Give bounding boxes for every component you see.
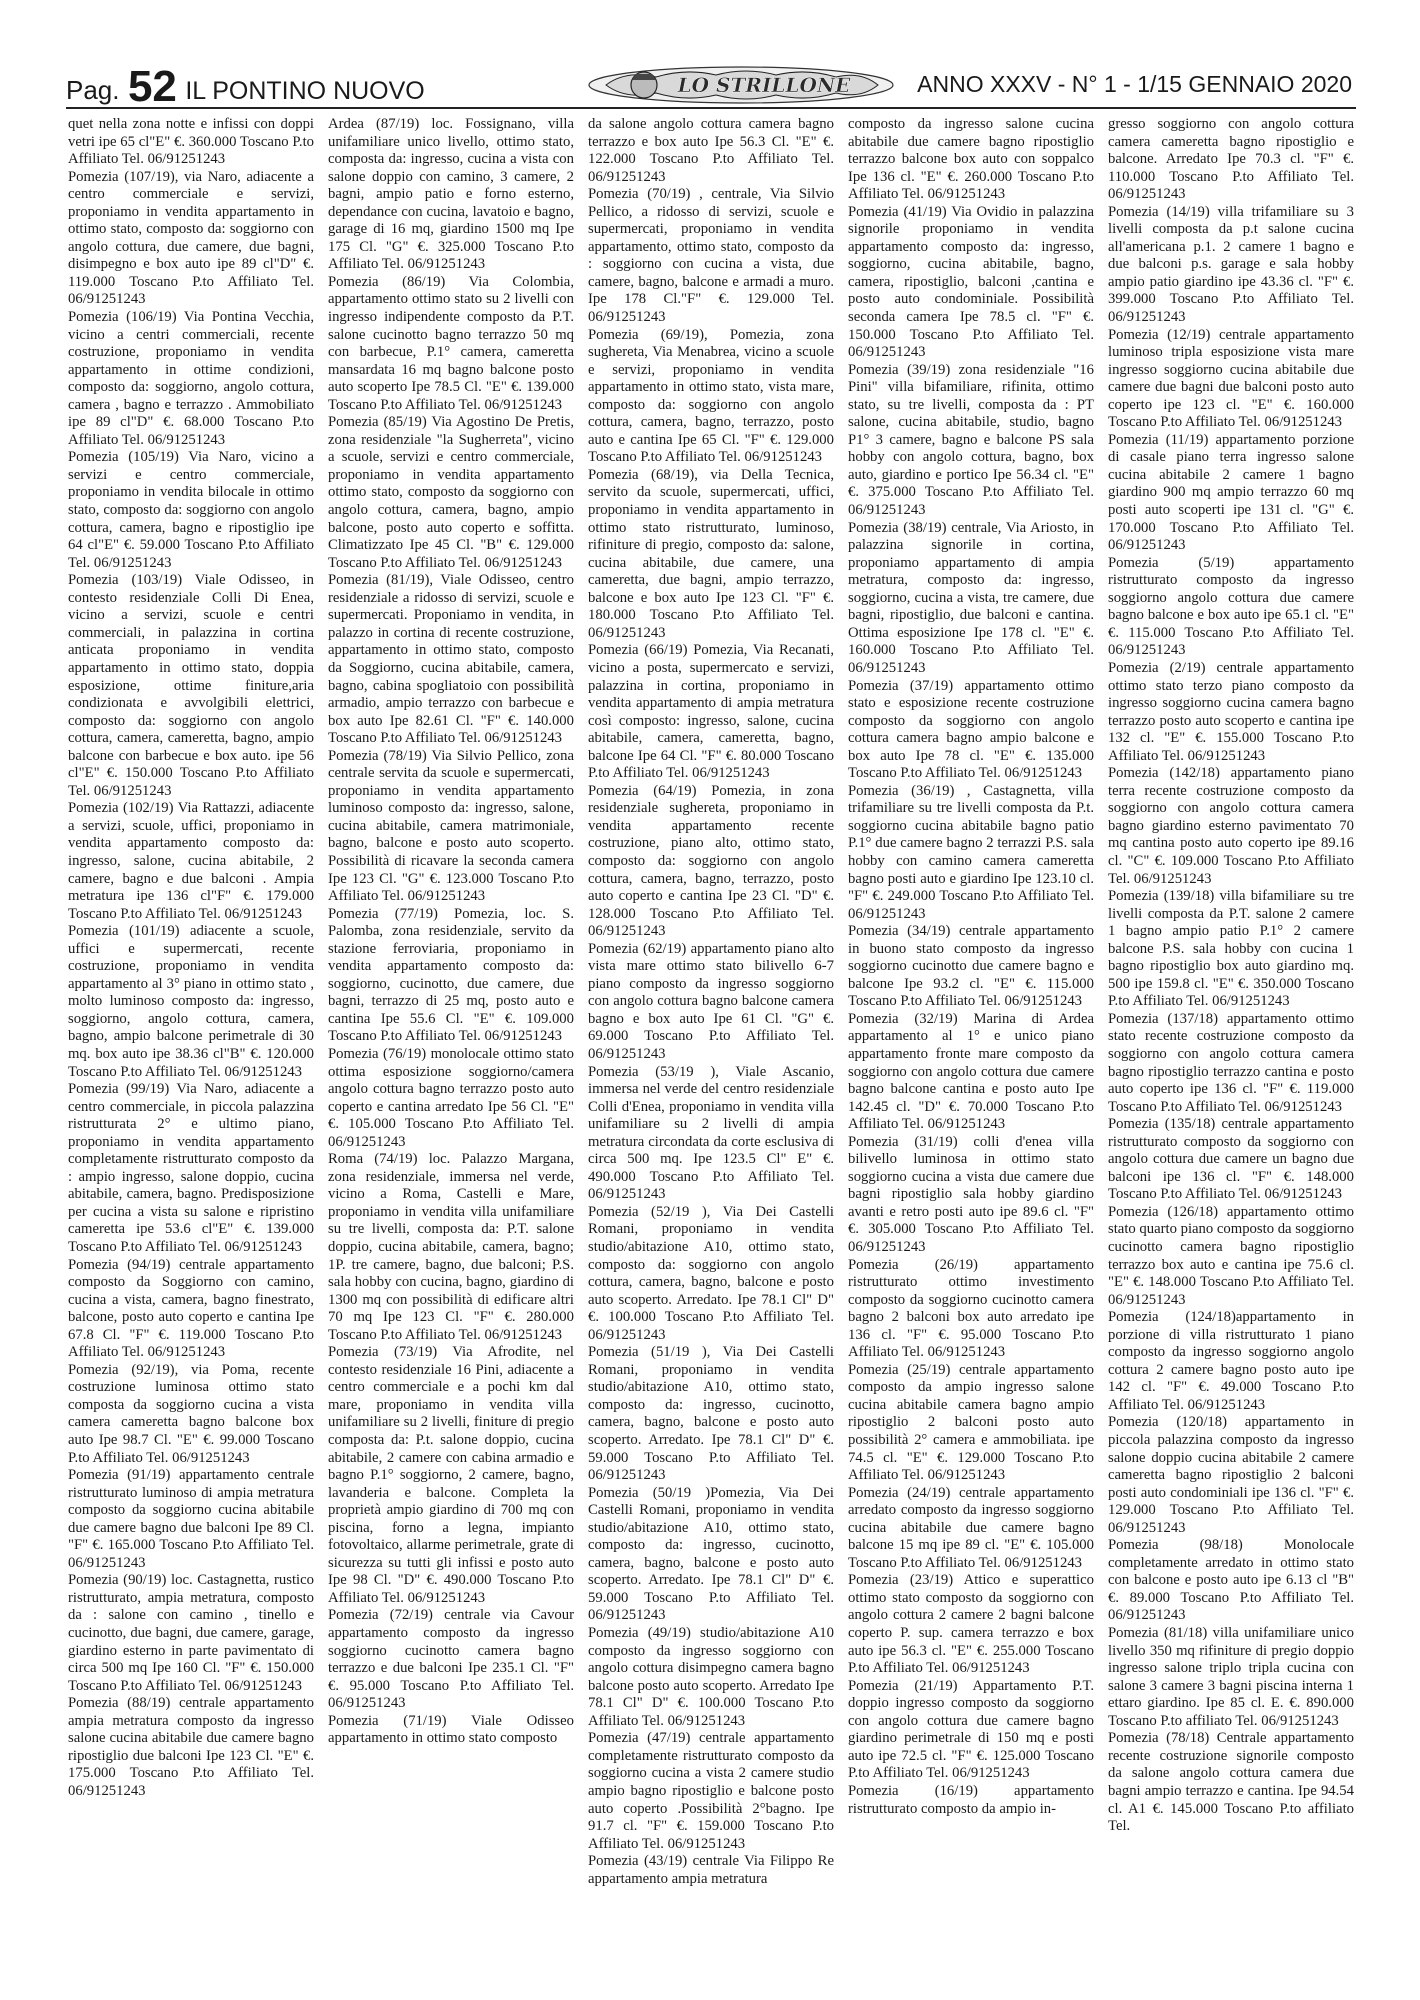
listing-entry: Pomezia (34/19) centrale appartamento in buono stato composto da ingresso soggiorno cucinotto due camere bagno e balcone Ipe 93.2 cl. "E" €. 115.000 Toscano P.to Affiliato Tel. 06/91251243 [848, 923, 1094, 1010]
page-header [66, 62, 1356, 111]
listing-entry: Pomezia (31/19) colli d'enea villa bilivello luminosa in ottimo stato soggiorno cucina a vista due camere due bagni ripostiglio sala hobby giardino avanti e retro posti auto ipe 89.6 cl. "F" €. 305.000 Toscano P.to Affiliato Tel. 06/91251243 [848, 1133, 1094, 1255]
listing-entry: Pomezia (68/19), via Della Tecnica, servito da scuole, supermercati, uffici, proponiamo in vendita appartamento in ottimo stato ristrutturato, luminoso, rifiniture di pregio, composto da: salone, cucina abitabile, due camere, una cameretta, due bagni, ampio terrazzo, balcone e box auto Ipe 123 Cl. "F" €. 180.000 Toscano P.to Affiliato Tel. 06/91251243 [588, 466, 834, 641]
listing-entry: Pomezia (103/19) Viale Odisseo, in contesto residenziale Colli Di Enea, vicino a servizi, scuole e centri commerciali, in palazzina in cortina anticata proponiamo in vendita appartamento in ottimo stato, doppia esposizione, ottime finiture,aria condizionata e avvolgibili elettrici, composto da: soggiorno con angolo cottura, camera, cameretta, bagno, ampio balcone con barbecue e box auto. ipe 56 cl"E" €. 150.000 Toscano P.to Affiliato Tel. 06/91251243 [68, 572, 314, 799]
listing-entry: Pomezia (107/19), via Naro, adiacente a centro commerciale e servizi, proponiamo in vendita appartamento in ottimo stato, composto da: soggiorno con angolo cottura, due camere, due bagni, disimpegno e box auto ipe 89 cl"D" €. 119.000 Toscano P.to Affiliato Tel. 06/91251243 [68, 168, 314, 308]
listing-entry: Pomezia (5/19) appartamento ristrutturato composto da ingresso soggiorno angolo cottura due camere bagno balcone e box auto ipe 65.1 cl. "E" €. 115.000 Toscano P.to Affiliato Tel. 06/91251243 [1108, 554, 1354, 659]
listing-entry: gresso soggiorno con angolo cottura camera cameretta bagno ripostiglio e balcone. Arredato Ipe 70.3 cl. "F" €. 110.000 Toscano P.to Affiliato Tel. 06/91251243 [1108, 116, 1354, 203]
masthead [66, 62, 425, 112]
listing-entry: Pomezia (78/18) Centrale appartamento recente costruzione signorile composto da salone angolo cottura camera due bagni ampio terrazzo e cantina. Ipe 94.54 cl. A1 €. 145.000 Toscano P.to affiliato Tel. [1108, 1730, 1354, 1835]
listing-entry: Pomezia (105/19) Via Naro, vicino a servizi e centro commerciale, proponiamo in vendita bilocale in ottimo stato, composto da: soggiorno con angolo cottura, camera, bagno e ripostiglio ipe 64 cl"E" €. 59.000 Toscano P.to Affiliato Tel. 06/91251243 [68, 449, 314, 571]
lo-strillone-logo [586, 64, 896, 106]
listing-entry: Pomezia (88/19) centrale appartamento ampia metratura composto da ingresso salone cucina abitabile due camere bagno ripostiglio due balconi Ipe 123 Cl. "E" €. 175.000 Toscano P.to Affiliato Tel. 06/91251243 [68, 1695, 314, 1799]
listing-entry: Pomezia (51/19 ), Via Dei Castelli Romani, proponiamo in vendita studio/abitazione A10, ottimo stato, composto da: ingresso, cucinotto, camera, bagno, balcone e posto auto scoperto. Arredato. Ipe 78.1 Cl" D" €. 59.000 Toscano P.to Affiliato Tel. 06/91251243 [588, 1344, 834, 1484]
listing-entry: Pomezia (24/19) centrale appartamento arredato composto da ingresso soggiorno cucina abitabile due camere bagno balcone 15 mq ipe 89 cl. "E" €. 105.000 Toscano P.to Affiliato Tel. 06/91251243 [848, 1484, 1094, 1571]
issue-info: ANNO XXXV - N° 1 - 1/15 GENNAIO 2020 [917, 71, 1352, 97]
listing-entry: Pomezia (91/19) appartamento centrale ristrutturato luminoso di ampia metratura composto da soggiorno cucina abitabile due camere bagno due balconi Ipe 89 Cl. "F" €. 165.000 Toscano P.to Affiliato Tel. 06/91251243 [68, 1467, 314, 1571]
listing-entry: quet nella zona notte e infissi con doppi vetri ipe 65 cl"E" €. 360.000 Toscano P.to Affiliato Tel. 06/91251243 [68, 116, 314, 168]
listing-entry: Pomezia (2/19) centrale appartamento ottimo stato terzo piano composto da ingresso soggiorno cucina camera bagno terrazzo posto auto scoperto e cantina ipe 132 cl. "E" €. 155.000 Toscano P.to Affiliato Tel. 06/91251243 [1108, 659, 1354, 764]
listing-entry: Pomezia (86/19) Via Colombia, appartamento ottimo stato su 2 livelli con ingresso indipendente composto da P.T. salone cucinotto bagno terrazzo 50 mq con barbecue, P.1° camera, cameretta mansardata 16 mq bagno balcone posto auto scoperto Ipe 78.5 Cl. "E" €. 139.000 Toscano P.to Affiliato Tel. 06/91251243 [328, 273, 574, 413]
paper-title: IL PONTINO NUOVO [185, 77, 425, 105]
listing-entry: Pomezia (81/18) villa unifamiliare unico livello 350 mq rifiniture di pregio doppio ingresso salone triplo tripla cucina con salone 3 camere 3 bagni piscina interna 1 ettaro giardino. Ipe 85 cl. E. €. 890.000 Toscano P.to affiliato Tel. 06/91251243 [1108, 1625, 1354, 1729]
listing-entry: Pomezia (90/19) loc. Castagnetta, rustico ristrutturato, ampia metratura, composto da : salone con camino , tinello e cucinotto, due bagni, due camere, garage, giardino esterno in parte pavimentato di circa 500 mq Ipe 160 Cl. "F" €. 150.000 Toscano P.to Affiliato Tel. 06/91251243 [68, 1572, 314, 1694]
listing-entry: Pomezia (106/19) Via Pontina Vecchia, vicino a centri commerciali, recente costruzione, proponiamo in vendita appartamento in ottime condizioni, composto da: soggiorno, angolo cottura, camera , bagno e terrazzo . Ammobiliato ipe 89 cl"D" €. 68.000 Toscano P.to Affiliato Tel. 06/91251243 [68, 309, 314, 448]
listing-entry: Pomezia (64/19) Pomezia, in zona residenziale sughereta, proponiamo in vendita appartamento recente costruzione, piano alto, ottimo stato, composto da: soggiorno con angolo cottura, camera, bagno, terrazzo, posto auto coperto e cantina Ipe 23 Cl. "D" €. 128.000 Toscano P.to Affiliato Tel. 06/91251243 [588, 782, 834, 940]
listing-entry: Ardea (87/19) loc. Fossignano, villa unifamiliare unico livello, ottimo stato, composta da: ingresso, cucina a vista con salone doppio con camino, 3 camere, 2 bagni, ampio patio e forno esterno, dependance con cucina, lavatoio e bagno, garage di 16 mq, giardino 1500 mq Ipe 175 Cl. "G" €. 325.000 Toscano P.to Affiliato Tel. 06/91251243 [328, 116, 574, 273]
listing-entry: Pomezia (139/18) villa bifamiliare su tre livelli composta da P.T. salone 2 camere 1 bagno ampio patio P.1° 2 camere balcone P.S. sala hobby con cucina 1 bagno ripostiglio box auto giardino mq. 500 ipe 159.8 cl. "E" €. 350.000 Toscano P.to Affiliato Tel. 06/91251243 [1108, 888, 1354, 1010]
listing-entry: Pomezia (92/19), via Poma, recente costruzione luminosa ottimo stato composta da soggiorno cucina a vista camera cameretta bagno balcone box auto Ipe 98.7 Cl. "E" €. 99.000 Toscano P.to Affiliato Tel. 06/91251243 [68, 1361, 314, 1466]
listing-entry: Pomezia (135/18) centrale appartamento ristrutturato composto da soggiorno con angolo cottura due camere un bagno due balconi ipe 136 cl. "F" €. 148.000 Toscano P.to Affiliato Tel. 06/91251243 [1108, 1116, 1354, 1203]
column-2 [328, 116, 574, 1976]
classifieds-columns [68, 116, 1358, 1976]
listing-entry: Pomezia (69/19), Pomezia, zona sughereta, Via Menabrea, vicino a scuole e servizi, proponiamo in vendita appartamento in ottimo stato, vista mare, composto da: soggiorno con angolo cottura, camera, bagno, terrazzo, posto auto e cantina Ipe 65 Cl. "F" €. 129.000 Toscano P.to Affiliato Tel. 06/91251243 [588, 326, 834, 466]
listing-entry: Pomezia (70/19) , centrale, Via Silvio Pellico, a ridosso di servizi, scuole e supermercati, proponiamo in vendita appartamento, ottimo stato, composto da : soggiorno con cucina a vista, due camere, bagno, balcone e armadi a muro. Ipe 178 Cl."F" €. 129.000 Tel. 06/91251243 [588, 186, 834, 326]
listing-entry: Pomezia (76/19) monolocale ottimo stato ottima esposizione soggiorno/camera angolo cottura bagno terrazzo posto auto coperto e cantina arredato Ipe 56 Cl. "E" €. 105.000 Toscano P.to Affiliato Tel. 06/91251243 [328, 1045, 574, 1150]
page-label: Pag. [66, 75, 120, 105]
listing-entry: Roma (74/19) loc. Palazzo Margana, zona residenziale, immersa nel verde, vicino a Roma, Castelli e Mare, proponiamo in vendita villa unifamiliare su tre livelli, composta da: P.T. salone doppio, cucina abitabile, camera, bagno; 1P. tre camere, bagno, due balconi; P.S. sala hobby con cucina, bagno, giardino di 1300 mq con possibilità di edificare altri 70 mq Ipe 123 Cl. "F" €. 280.000 Toscano P.to Affiliato Tel. 06/91251243 [328, 1151, 574, 1343]
header-divider [66, 107, 1356, 109]
listing-entry: da salone angolo cottura camera bagno terrazzo e box auto Ipe 56.3 Cl. "E" €. 122.000 Toscano P.to Affiliato Tel. 06/91251243 [588, 116, 834, 185]
svg-text:LO STRILLONE: LO STRILLONE [677, 73, 851, 97]
listing-entry: Pomezia (85/19) Via Agostino De Pretis, zona residenziale "la Sugherreta", vicino a scuole, servizi e centro commerciale, proponiamo in vendita appartamento ottimo stato, composto da soggiorno con angolo cottura, camera, bagno, ampio balcone, posto auto coperto e soffitta. Climatizzato Ipe 45 Cl. "B" €. 129.000 Toscano P.to Affiliato Tel. 06/91251243 [328, 414, 574, 571]
listing-entry: Pomezia (72/19) centrale via Cavour appartamento composto da ingresso soggiorno cucinotto camera bagno terrazzo e due balconi Ipe 235.1 Cl. "F" €. 95.000 Toscano P.to Affiliato Tel. 06/91251243 [328, 1607, 574, 1712]
listing-entry: Pomezia (52/19 ), Via Dei Castelli Romani, proponiamo in vendita studio/abitazione A10, ottimo stato, composto da: soggiorno con angolo cottura, camera, bagno, balcone e posto auto scoperto. Arredato. Ipe 78.1 Cl" D" €. 100.000 Toscano P.to Affiliato Tel. 06/91251243 [588, 1203, 834, 1343]
listing-entry: Pomezia (32/19) Marina di Ardea appartamento al 1° e unico piano appartamento fronte mare composto da soggiorno con angolo cottura due camere bagno balcone cantina e posto auto Ipe 142.45 cl. "D" €. 70.000 Toscano P.to Affiliato Tel. 06/91251243 [848, 1010, 1094, 1133]
listing-entry: Pomezia (81/19), Viale Odisseo, centro residenziale a ridosso di servizi, scuole e supermercati. Proponiamo in vendita, in palazzo in cortina di recente costruzione, appartamento in ottimo stato, composto da Soggiorno, cucina abitabile, camera, bagno, cabina spogliatoio con possibilità armadio, ampio terrazzo con barbecue e box auto Ipe 82.61 Cl. "F" €. 140.000 Toscano P.to Affiliato Tel. 06/91251243 [328, 572, 574, 747]
column-4 [848, 116, 1094, 1976]
listing-entry: Pomezia (77/19) Pomezia, loc. S. Palomba, zona residenziale, servito da stazione ferroviaria, proponiamo in vendita appartamento composto da: soggiorno, cucinotto, due camere, due bagni, terrazzo di 25 mq, posto auto e cantina Ipe 55.6 Cl. "E" €. 109.000 Toscano P.to Affiliato Tel. 06/91251243 [328, 905, 574, 1045]
listing-entry: Pomezia (120/18) appartamento in piccola palazzina composto da ingresso salone doppio cucina abitabile 2 camere cameretta bagno ripostiglio 2 balconi posti auto condominiali ipe 136 cl. "F" €. 129.000 Toscano P.to Affiliato Tel. 06/91251243 [1108, 1414, 1354, 1536]
listing-entry: Pomezia (11/19) appartamento porzione di casale piano terra ingresso salone cucina abitabile 2 camere 1 bagno giardino 900 mq ampio terrazzo 60 mq posti auto scoperti ipe 131 cl. "G" €. 170.000 Toscano P.to Affiliato Tel. 06/91251243 [1108, 431, 1354, 554]
listing-entry: Pomezia (16/19) appartamento ristrutturato composto da ampio in- [848, 1782, 1094, 1817]
listing-entry: Pomezia (124/18)appartamento in porzione di villa ristrutturato 1 piano composto da ingresso soggiorno angolo cottura 2 camere bagno posto auto ipe 142 cl. "F" €. 49.000 Toscano P.to Affiliato Tel. 06/91251243 [1108, 1309, 1354, 1413]
listing-entry: Pomezia (38/19) centrale, Via Ariosto, in palazzina signorile in cortina, proponiamo appartamento di ampia metratura, composto da: ingresso, soggiorno, cucina a vista, tre camere, due bagni, ripostiglio, due balconi e cantina. Ottima esposizione Ipe 178 cl. "E" €. 160.000 Toscano P.to Affiliato Tel. 06/91251243 [848, 519, 1094, 676]
listing-entry: Pomezia (12/19) centrale appartamento luminoso tripla esposizione vista mare ingresso soggiorno cucina abitabile due camere due bagni due balconi posto auto coperto ipe 123 cl. "E" €. 160.000 Toscano P.to Affiliato Tel. 06/91251243 [1108, 326, 1354, 431]
listing-entry: Pomezia (102/19) Via Rattazzi, adiacente a servizi, scuole, uffici, proponiamo in vendita appartamento composto da: ingresso, salone, cucina abitabile, 2 camere, bagno e due balconi . Ampia metratura ipe 136 cl"F" €. 179.000 Toscano P.to Affiliato Tel. 06/91251243 [68, 800, 314, 922]
listing-entry: Pomezia (41/19) Via Ovidio in palazzina signorile proponiamo in vendita appartamento composto da: ingresso, soggiorno, cucina abitabile, bagno, camera, ripostiglio, balconi ,cantina e posto auto condominiale. Possibilità seconda camera Ipe 78.5 cl. "F" €. 150.000 Toscano P.to Affiliato Tel. 06/91251243 [848, 203, 1094, 361]
listing-entry: Pomezia (142/18) appartamento piano terra recente costruzione composto da soggiorno con angolo cottura camera bagno giardino esterno pavimentato 70 mq cantina posto auto coperto ipe 89.16 cl. "C" €. 109.000 Toscano P.to Affiliato Tel. 06/91251243 [1108, 765, 1354, 887]
listing-entry: Pomezia (98/18) Monolocale completamente arredato in ottimo stato con balcone e posto auto ipe 6.13 cl "B" €. 89.000 Toscano P.to Affiliato Tel. 06/91251243 [1108, 1537, 1354, 1624]
listing-entry: Pomezia (94/19) centrale appartamento composto da Soggiorno con camino, cucina a vista, camera, bagno finestrato, balcone, posto auto coperto e cantina Ipe 67.8 Cl. "F" €. 119.000 Toscano P.to Affiliato Tel. 06/91251243 [68, 1256, 314, 1361]
listing-entry: Pomezia (23/19) Attico e superattico ottimo stato composto da soggiorno con angolo cottura 2 camere 2 bagni balcone coperto P. sup. camera terrazzo e box auto ipe 56.3 cl. "E" €. 255.000 Toscano P.to Affiliato Tel. 06/91251243 [848, 1572, 1094, 1677]
listing-entry: Pomezia (43/19) centrale Via Filippo Re appartamento ampia metratura [588, 1853, 834, 1887]
listing-entry: Pomezia (14/19) villa trifamiliare su 3 livelli composta da p.t salone cucina all'americana p.1. 2 camere 1 bagno e due balconi p.s. garage e sala hobby ampio patio giardino ipe 43.36 cl. "F" €. 399.000 Toscano P.to Affiliato Tel. 06/91251243 [1108, 203, 1354, 326]
listing-entry: Pomezia (62/19) appartamento piano alto vista mare ottimo stato bilivello 6-7 piano composto da ingresso soggiorno con angolo cottura bagno balcone camera bagno e box auto Ipe 61 Cl. "G" €. 69.000 Toscano P.to Affiliato Tel. 06/91251243 [588, 940, 834, 1062]
listing-entry: Pomezia (37/19) appartamento ottimo stato e esposizione recente costruzione composto da soggiorno con angolo cottura camera bagno ampio balcone e box auto Ipe 78 cl. "E" €. 135.000 Toscano P.to Affiliato Tel. 06/91251243 [848, 677, 1094, 782]
listing-entry: Pomezia (26/19) appartamento ristrutturato ottimo investimento composto da soggiorno cucinotto camera bagno 2 balconi box auto arredato ipe 136 cl. "F" €. 95.000 Toscano P.to Affiliato Tel. 06/91251243 [848, 1256, 1094, 1361]
column-5 [1108, 116, 1354, 1976]
listing-entry: Pomezia (47/19) centrale appartamento completamente ristrutturato composto da soggiorno cucina a vista 2 camere studio ampio bagno ripostiglio e balcone posto auto coperto .Possibilità 2°bagno. Ipe 91.7 cl. "F" €. 159.000 Toscano P.to Affiliato Tel. 06/91251243 [588, 1730, 834, 1852]
listing-entry: Pomezia (78/19) Via Silvio Pellico, zona centrale servita da scuole e supermercati, proponiamo in vendita appartamento luminoso composto da: ingresso, salone, cucina abitabile, camera matrimoniale, bagno, balcone e posto auto scoperto. Possibilità di ricavare la seconda camera Ipe 123 Cl. "G" €. 123.000 Toscano P.to Affiliato Tel. 06/91251243 [328, 747, 574, 905]
listing-entry: composto da ingresso salone cucina abitabile due camere bagno ripostiglio terrazzo balcone box auto con soppalco Ipe 136 cl. "E" €. 260.000 Toscano P.to Affiliato Tel. 06/91251243 [848, 116, 1094, 203]
listing-entry: Pomezia (71/19) Viale Odisseo appartamento in ottimo stato composto [328, 1712, 574, 1747]
listing-entry: Pomezia (36/19) , Castagnetta, villa trifamiliare su tre livelli composta da P.t. soggiorno cucina abitabile bagno patio P.1° due camere bagno 2 terrazzi P.S. sala hobby con camino camera cameretta bagno posti auto e giardino Ipe 123.10 cl. "F" €. 249.000 Toscano P.to Affiliato Tel. 06/91251243 [848, 782, 1094, 922]
listing-entry: Pomezia (137/18) appartamento ottimo stato recente costruzione composto da soggiorno con angolo cottura camera bagno ripostiglio terrazzo cantina e posto auto coperto ipe 136 cl. "F" €. 119.000 Toscano P.to Affiliato Tel. 06/91251243 [1108, 1010, 1354, 1115]
column-3 [588, 116, 834, 1976]
listing-entry: Pomezia (66/19) Pomezia, Via Recanati, vicino a posta, supermercato e servizi, palazzina in cortina, proponiamo in vendita appartamento di ampia metratura così composto: ingresso, salone, cucina abitabile, camera, cameretta, bagno, balcone Ipe 64 Cl. "F" €. 80.000 Toscano P.to Affiliato Tel. 06/91251243 [588, 642, 834, 782]
listing-entry: Pomezia (21/19) Appartamento P.T. doppio ingresso composto da soggiorno con angolo cottura due camere bagno giardino perimetrale di 150 mq e posti auto ipe 72.5 cl. "F" €. 125.000 Toscano P.to Affiliato Tel. 06/91251243 [848, 1677, 1094, 1782]
listing-entry: Pomezia (39/19) zona residenziale "16 Pini" villa bifamiliare, rifinita, ottimo stato, su tre livelli, composta da : PT salone, cucina abitabile, studio, bagno P1° 3 camere, bagno e balcone PS sala hobby con angolo cottura, bagno, box auto, giardino e portico Ipe 56.34 cl. "E" €. 375.000 Toscano P.to Affiliato Tel. 06/91251243 [848, 361, 1094, 519]
listing-entry: Pomezia (101/19) adiacente a scuole, uffici e supermercati, recente costruzione, proponiamo in vendita appartamento al 3° piano in ottimo stato , molto luminoso composto da: ingresso, soggiorno, angolo cottura, camera, bagno, ampio balcone perimetrale di 30 mq. box auto ipe 38.36 cl"B" €. 120.000 Toscano P.to Affiliato Tel. 06/91251243 [68, 923, 314, 1080]
column-1 [68, 116, 314, 1976]
listing-entry: Pomezia (73/19) Via Afrodite, nel contesto residenziale 16 Pini, adiacente a centro commerciale e a pochi km dal mare, proponiamo in vendita villa unifamiliare su 2 livelli, finiture di pregio composta da: P.t. salone doppio, cucina abitabile, 2 camere con cabina armadio e bagno P.1° soggiorno, 2 camere, bagno, lavanderia e balcone. Completa la proprietà ampio giardino di 700 mq con piscina, forno a legna, impianto fotovoltaico, allarme perimetrale, grate di sicurezza su tutti gli infissi e posto auto Ipe 98 Cl. "D" €. 490.000 Toscano P.to Affiliato Tel. 06/91251243 [328, 1344, 574, 1606]
listing-entry: Pomezia (49/19) studio/abitazione A10 composto da ingresso soggiorno con angolo cottura disimpegno camera bagno balcone posto auto scoperto. Arredato Ipe 78.1 Cl" D" €. 100.000 Toscano P.to Affiliato Tel. 06/91251243 [588, 1625, 834, 1729]
listing-entry: Pomezia (53/19 ), Viale Ascanio, immersa nel verde del centro residenziale Colli d'Enea, proponiamo in vendita villa unifamiliare su 2 livelli di ampia metratura circondata da corte esclusiva di circa 500 mq. Ipe 123.5 Cl" E" €. 490.000 Toscano P.to Affiliato Tel. 06/91251243 [588, 1063, 834, 1203]
listing-entry: Pomezia (50/19 )Pomezia, Via Dei Castelli Romani, proponiamo in vendita studio/abitazione A10, ottimo stato, composto da: ingresso, cucinotto, camera, bagno, balcone e posto auto scoperto. Arredato. Ipe 78.1 Cl" D" €. 59.000 Toscano P.to Affiliato Tel. 06/91251243 [588, 1484, 834, 1624]
listing-entry: Pomezia (126/18) appartamento ottimo stato quarto piano composto da soggiorno cucinotto camera bagno ripostiglio terrazzo box auto e cantina ipe 75.6 cl. "E" €. 148.000 Toscano P.to Affiliato Tel. 06/91251243 [1108, 1203, 1354, 1308]
listing-entry: Pomezia (25/19) centrale appartamento composto da ampio ingresso salone cucina abitabile camera bagno ampio ripostiglio 2 balconi posto auto possibilità 2° camera e ammobiliata. ipe 74.5 cl. "E" €. 129.000 Toscano P.to Affiliato Tel. 06/91251243 [848, 1361, 1094, 1484]
page-number: 52 [127, 62, 177, 111]
listing-entry: Pomezia (99/19) Via Naro, adiacente a centro commerciale, in piccola palazzina ristrutturata 2° e ultimo piano, proponiamo in vendita appartamento completamente ristrutturato composto da : ampio ingresso, salone doppio, cucina abitabile, camera, bagno. Predisposizione per cucina a vista su salone e ripristino cameretta ipe 53.6 cl"E" €. 139.000 Toscano P.to Affiliato Tel. 06/91251243 [68, 1081, 314, 1255]
